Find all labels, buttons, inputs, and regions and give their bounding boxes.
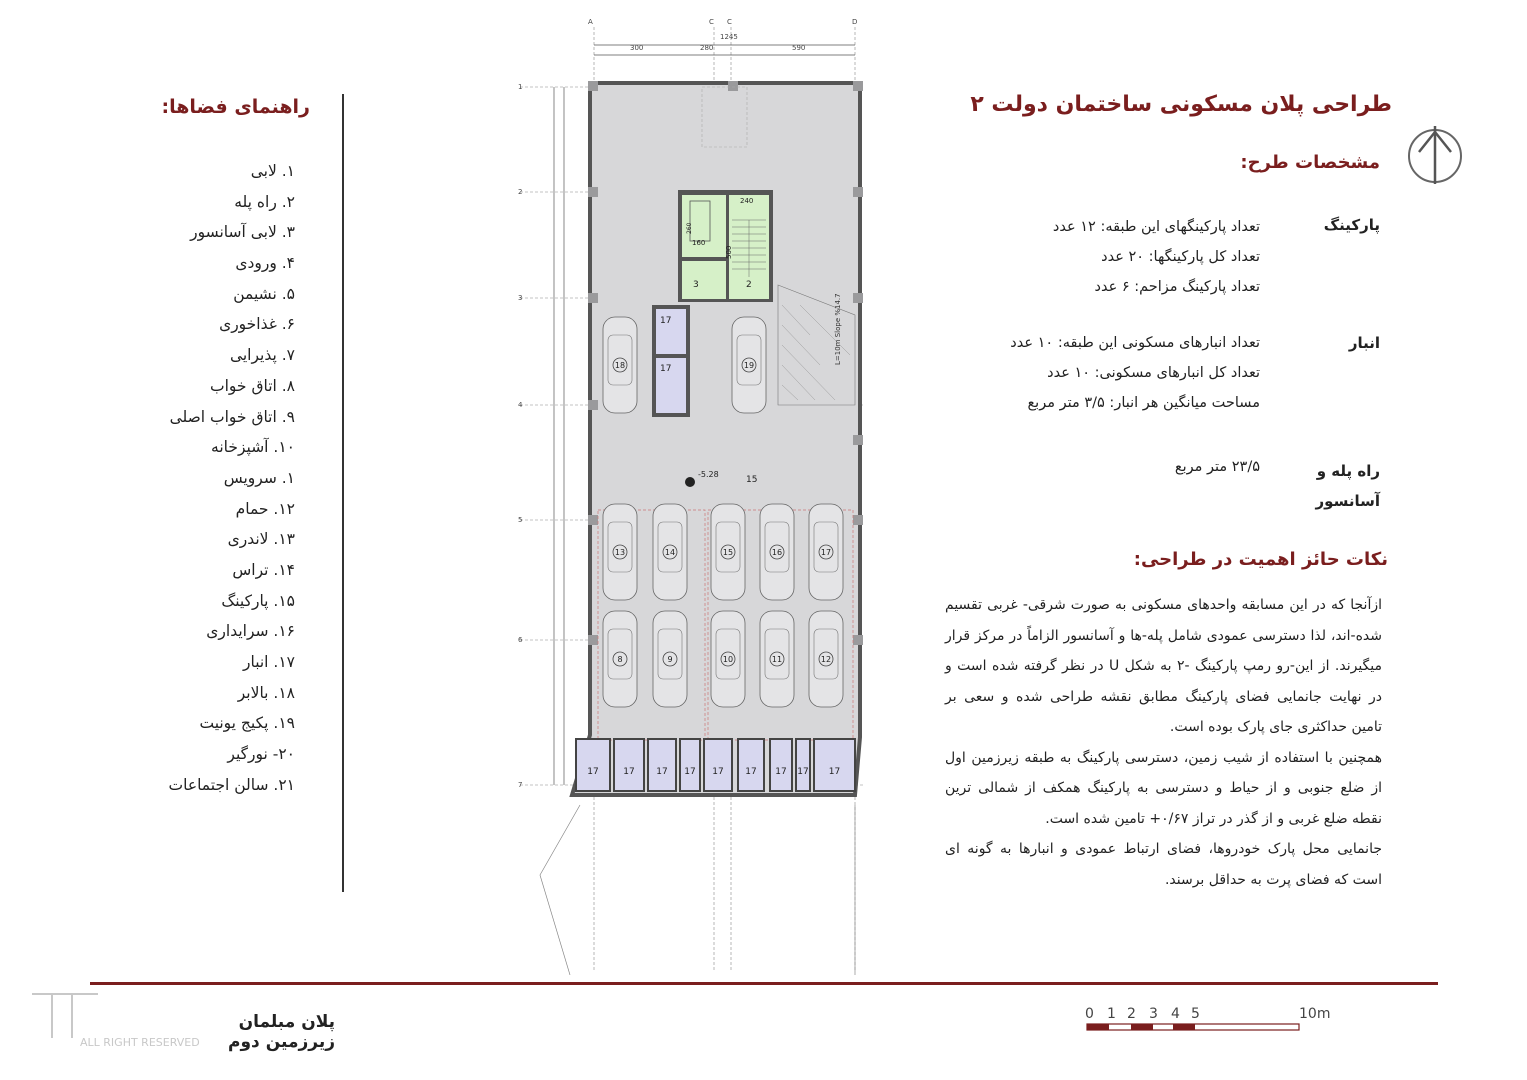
- legend-item: ۷. پذیرایی: [229, 346, 295, 365]
- car-number: 13: [614, 548, 626, 557]
- car-14: [653, 504, 687, 600]
- legend-divider: [342, 94, 344, 892]
- legend-item: ۱۵. پارکینگ: [221, 591, 295, 610]
- legend-item: ۱۹. پکیج یونیت: [199, 714, 295, 733]
- storage-label: 17: [775, 767, 787, 777]
- scale-tick: 4: [1171, 1006, 1180, 1022]
- legend-item: ۱۳. لاندری: [227, 530, 295, 549]
- car-10: [711, 611, 745, 707]
- legend-item: ۱۶. سرایداری: [206, 622, 295, 641]
- level-label: -5.28: [698, 470, 719, 479]
- notes-paragraph: ازآنجا که در این مسابقه واحدهای مسکونی به صورت شرقی- غربی تقسیم شده-اند، لذا دسترسی عمودی شامل پله-ها و آسانسور الزاماً در مرکز قرار میگیرند. از این-رو رمپ پارکینگ -۲ به شکل U در نظر گرفته شده است و در نهایت جانمایی فضای پارکینگ مطابق نقشه طراحی شده و سعی بر تامین حداکثری جای پارک بوده است.: [945, 597, 1382, 735]
- grid-col-d: D: [852, 18, 858, 26]
- dim-b: 280: [700, 44, 714, 52]
- elevator-lobby: [682, 261, 726, 299]
- scale-tick: 5: [1191, 1006, 1200, 1022]
- legend-item: ۱. سرویس: [223, 468, 295, 487]
- scale-bar: [1085, 1000, 1345, 1040]
- legend-item: ۱. لابی: [250, 162, 295, 180]
- footer-title: پلان مبلمان زیرزمین دوم: [228, 1012, 335, 1052]
- parking-label: پارکینگ: [1323, 216, 1380, 234]
- notes-title: نکات حائز اهمیت در طراحی:: [1133, 549, 1388, 570]
- legend-item: ۳. لابی آسانسور: [190, 223, 295, 242]
- grid-row-7: 7: [518, 781, 523, 789]
- car-number: 17: [820, 548, 832, 557]
- scale-tick: 0: [1085, 1006, 1094, 1022]
- grid-labels: [588, 18, 857, 52]
- ramp-label: L=10m Slope %14.7: [834, 293, 842, 365]
- dim-c: 590: [792, 44, 806, 52]
- spec-line: تعداد پارکینگهای این طبقه: ۱۲ عدد: [1052, 219, 1260, 235]
- storage-label: 17: [623, 767, 635, 777]
- site-outline: [540, 805, 580, 975]
- main-title: طراحی پلان مسکونی ساختمان دولت ۲: [970, 92, 1392, 117]
- scale-tick: 2: [1127, 1006, 1136, 1022]
- storage-unit: [704, 739, 732, 791]
- storage-label: انبار: [1348, 334, 1380, 352]
- storage-label: 17: [684, 767, 696, 777]
- logo-text: ALL RIGHT RESERVED: [80, 1036, 200, 1049]
- room-3: 3: [693, 280, 699, 290]
- car-8: [603, 611, 637, 707]
- legend-item: ۲. راه پله: [234, 192, 295, 211]
- notes-body: [945, 590, 1382, 895]
- scale-tick: 10m: [1299, 1006, 1331, 1022]
- storage-unit: [576, 739, 610, 791]
- legend-item: ۹. اتاق خواب اصلی: [169, 407, 295, 426]
- legend-item: ۵. نشیمن: [233, 284, 295, 303]
- grid-row-6: 6: [518, 636, 523, 644]
- dim-500: 500: [725, 245, 733, 259]
- floor-plan: [510, 15, 890, 975]
- car-12: [809, 611, 843, 707]
- spec-line: تعداد کل انبارهای مسکونی: ۱۰ عدد: [1047, 365, 1260, 381]
- grid-row-4: 4: [518, 401, 523, 409]
- legend-item: ۱۰. آشپزخانه: [211, 438, 295, 457]
- car-17: [809, 504, 843, 600]
- legend-item: ۱۷. انبار: [242, 653, 295, 671]
- storage-unit: [814, 739, 855, 791]
- storage-label: 17: [660, 316, 672, 326]
- storage-label: 17: [828, 767, 841, 777]
- storage-label: 17: [745, 767, 757, 777]
- spec-line: تعداد انبارهای مسکونی این طبقه: ۱۰ عدد: [1010, 335, 1260, 351]
- legend-title: راهنمای فضاها:: [161, 96, 310, 118]
- car-number: 10: [722, 655, 734, 664]
- storage-unit: [680, 739, 700, 791]
- grid-col-a: A: [588, 18, 593, 26]
- legend-item: ۲۱. سالن اجتماعات: [168, 775, 295, 794]
- grid-row-labels: [518, 83, 523, 789]
- car-number: 19: [743, 361, 755, 370]
- grid-row-3: 3: [518, 294, 523, 302]
- notes-paragraph: جانمایی محل پارک خودروها، فضای ارتباط عمودی و انبارها به گونه ای است که فضای پرت به حداقل برسند.: [945, 841, 1382, 888]
- storage-unit: [770, 739, 792, 791]
- north-arrow-icon: [1405, 122, 1465, 188]
- legend-list: [120, 158, 295, 802]
- car-number: 15: [722, 548, 734, 557]
- storage-label: 17: [712, 767, 724, 777]
- grid-col-c1: C: [709, 18, 714, 26]
- storage-label: 17: [660, 364, 672, 374]
- stair-value: ۲۳/۵ متر مربع: [1174, 459, 1260, 475]
- storage-row: [576, 739, 855, 791]
- dim-240: 240: [740, 197, 754, 205]
- storage-unit: [796, 739, 810, 791]
- grid-col-c2: C: [727, 18, 732, 26]
- car-number: 9: [667, 655, 673, 664]
- grid-row-5: 5: [518, 516, 523, 524]
- scale-tick: 1: [1107, 1006, 1116, 1022]
- grid-row-2: 2: [518, 188, 523, 196]
- notes-paragraph: همچنین با استفاده از شیب زمین، دسترسی پارکینگ به طبقه زیرزمین اول از ضلع جنوبی و از حیاط و دسترسی به پارکینگ همکف از شمالی ترین نقطه ضلع غربی و از گذر در تراز ۰/۶۷+ تامین شده است.: [945, 749, 1382, 827]
- stair-label-1: راه پله و: [1316, 462, 1380, 480]
- storage-unit: [648, 739, 676, 791]
- room-2: 2: [746, 280, 752, 290]
- car-number: 8: [617, 655, 623, 664]
- car-number: 11: [771, 655, 783, 664]
- car-number: 12: [820, 655, 832, 664]
- storage-unit: [614, 739, 644, 791]
- grid-row-1: 1: [518, 83, 523, 91]
- legend-item: ۸. اتاق خواب: [210, 376, 295, 395]
- stair-label: [1280, 456, 1380, 516]
- scale-tick: 3: [1149, 1006, 1158, 1022]
- level-marker: [685, 477, 695, 487]
- car-number: 18: [614, 361, 626, 370]
- legend-item: ۶. غذاخوری: [219, 315, 295, 334]
- legend-item: ۱۴. تراس: [232, 560, 295, 579]
- car-number: 14: [664, 548, 676, 557]
- spec-title: مشخصات طرح:: [1240, 152, 1380, 173]
- parking-lines: [960, 212, 1260, 302]
- room-15: 15: [746, 475, 758, 485]
- legend-item: ۲۰- نورگیر: [227, 745, 295, 764]
- storage-lines: [960, 328, 1260, 418]
- car-11: [760, 611, 794, 707]
- legend-item: ۴. ورودی: [235, 254, 295, 273]
- legend-item: ۱۸. بالابر: [237, 683, 295, 702]
- car-number: 16: [771, 548, 783, 557]
- footer-line: [90, 982, 1438, 985]
- storage-label: 17: [587, 767, 599, 777]
- car-13: [603, 504, 637, 600]
- storage-unit: [738, 739, 764, 791]
- car-19: [732, 317, 766, 413]
- dim-a: 300: [630, 44, 644, 52]
- spec-line: تعداد پارکینگ مزاحم: ۶ عدد: [1094, 279, 1260, 295]
- car-18: [603, 317, 637, 413]
- legend-item: ۱۲. حمام: [235, 499, 295, 518]
- spec-line: مساحت میانگین هر انبار: ۳/۵ متر مربع: [1027, 395, 1260, 411]
- storage-label: 17: [656, 767, 668, 777]
- car-9: [653, 611, 687, 707]
- car-16: [760, 504, 794, 600]
- dim-160: 160: [692, 239, 706, 247]
- dim-total: 1245: [720, 33, 738, 41]
- storage-label: 17: [797, 767, 809, 777]
- spec-line: تعداد کل پارکینگها: ۲۰ عدد: [1101, 249, 1260, 265]
- dim-260: 260: [686, 222, 693, 234]
- car-15: [711, 504, 745, 600]
- stair-label-2: آسانسور: [1315, 492, 1380, 510]
